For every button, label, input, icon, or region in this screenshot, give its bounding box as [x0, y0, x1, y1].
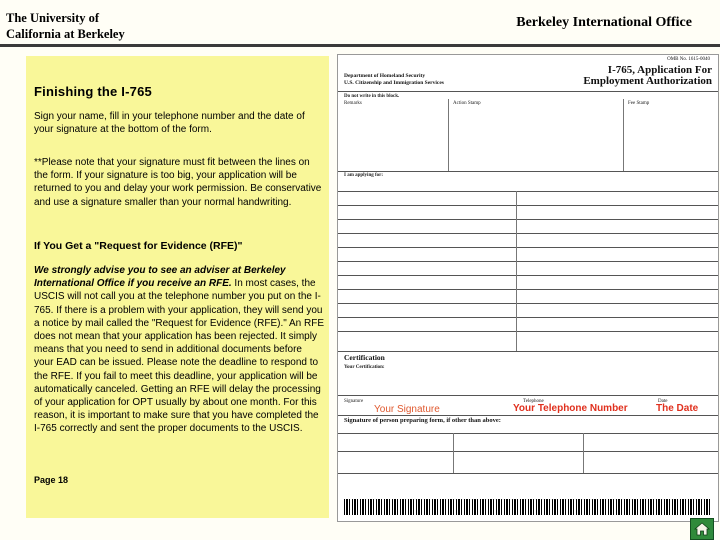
- form-rule: [338, 351, 718, 352]
- form-rule: [338, 233, 718, 234]
- form-rule: [448, 99, 449, 171]
- certification-heading: Certification: [344, 353, 385, 362]
- form-rule: [338, 205, 718, 206]
- rfe-advice: We strongly advise you to see an adviser at Berkeley International Office if you receive an RFE.: [34, 265, 286, 290]
- agency-line-1: Department of Homeland Security: [344, 73, 426, 79]
- form-rule: [338, 451, 718, 452]
- action-stamp-label: Action Stamp: [453, 101, 481, 106]
- telephone-line-label: Telephone: [523, 399, 544, 404]
- signature-note: **Please note that your signature must fit between the lines on the form. If your signature is too big, your application will be returned to you and delay your work permission. Be conservative and use a signature smaller than your normal handwriting.: [34, 157, 322, 208]
- form-rule: [338, 317, 718, 318]
- form-rule: [623, 99, 624, 171]
- instruction-panel: [26, 56, 329, 518]
- form-rule: [338, 331, 718, 332]
- form-rule: [338, 275, 718, 276]
- university-line-2: California at Berkeley: [6, 27, 125, 41]
- form-title-line-2: Employment Authorization: [583, 75, 712, 87]
- omb-number: OMB No. 1615-0040: [667, 57, 710, 62]
- form-rule: [338, 433, 718, 434]
- form-rule: [453, 433, 454, 473]
- preparer-heading: Signature of person preparing form, if other than above:: [344, 417, 501, 424]
- panel-title: Finishing the I-765: [34, 84, 152, 99]
- form-barcode: [344, 499, 712, 515]
- agency-line-2: U.S. Citizenship and Immigration Services: [344, 80, 444, 86]
- fee-stamp-label: Fee Stamp: [628, 101, 650, 106]
- intro-paragraph: Sign your name, fill in your telephone number and the date of your signature at the bottom of the form.: [34, 111, 305, 136]
- header-divider: [0, 44, 720, 47]
- rfe-body: In most cases, the USCIS will not call you at the telephone number you put on the I-765. If there is a problem with your application, they will send you a notice by mail called the "Request for Evidence (RFE)." An RFE does not mean that your application has been rejected. It simply means that you need to send in additional documents before your EAD can be issued. Please note the deadline to respond to the RFE. If you fail to meet this deadline, your application will be automatically canceled. Getting an RFE will delay the processing of your application for OPT usually by about one month. For this reason, it is important to make sure that you have completed the I-765 correctly and sent the proper documents to the USCIS.: [34, 278, 325, 435]
- form-rule: [338, 395, 718, 396]
- form-rule: [338, 289, 718, 290]
- form-rule: [516, 191, 517, 351]
- form-rule: [338, 191, 718, 192]
- remarks-label: Remarks: [344, 101, 362, 106]
- rfe-paragraph: [34, 264, 324, 436]
- form-title: [583, 65, 712, 87]
- form-rule: [338, 219, 718, 220]
- signature-line-label: Signature: [344, 399, 364, 404]
- form-title-line-1: I-765, Application For: [607, 64, 712, 76]
- form-agency: [344, 73, 444, 87]
- applying-for-label: I am applying for:: [344, 173, 384, 178]
- university-line-1: The University of: [6, 11, 100, 25]
- form-rule: [338, 261, 718, 262]
- form-rule: [338, 171, 718, 172]
- date-callout: The Date: [656, 403, 699, 414]
- do-not-write-label: Do not write in this block.: [344, 94, 400, 99]
- your-certification-label: Your Certification:: [344, 365, 385, 370]
- form-rule: [583, 433, 584, 473]
- signature-callout: Your Signature: [374, 404, 440, 415]
- page-number: Page 18: [34, 475, 69, 485]
- i765-form-image: [337, 54, 719, 522]
- telephone-callout: Your Telephone Number: [513, 403, 628, 414]
- form-rule: [338, 303, 718, 304]
- date-line-label: Date: [658, 399, 668, 404]
- form-rule: [338, 415, 718, 416]
- form-rule: [338, 91, 718, 92]
- form-rule: [338, 473, 718, 474]
- office-name: Berkeley International Office: [516, 15, 692, 30]
- university-name: [6, 10, 125, 42]
- home-icon: [694, 522, 710, 536]
- rfe-heading: If You Get a "Request for Evidence (RFE)": [34, 240, 243, 252]
- home-button[interactable]: [690, 518, 714, 540]
- form-rule: [338, 247, 718, 248]
